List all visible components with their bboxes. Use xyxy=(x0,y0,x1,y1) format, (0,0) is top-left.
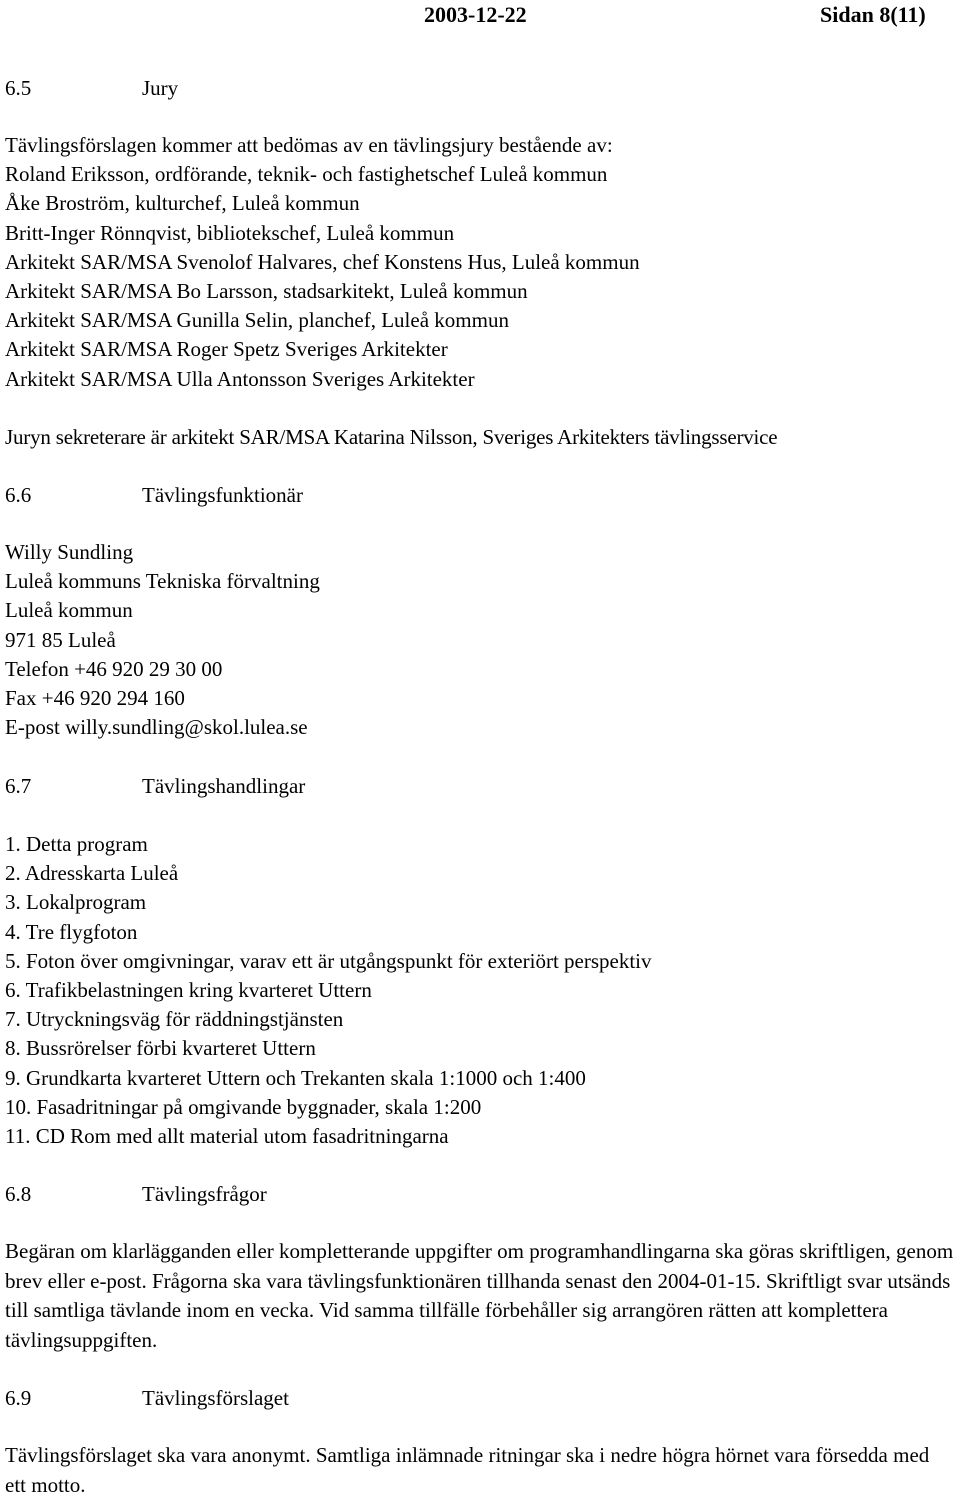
text-line: E-post willy.sundling@skol.lulea.se xyxy=(5,715,308,740)
header-date: 2003-12-22 xyxy=(424,2,527,27)
text-line: Arkitekt SAR/MSA Bo Larsson, stadsarkitekt, Luleå kommun xyxy=(5,278,528,303)
list-item: 2. Adresskarta Luleå xyxy=(5,861,179,886)
text-line: Åke Broström, kulturchef, Luleå kommun xyxy=(5,191,360,216)
list-item: 8. Bussrörelser förbi kvarteret Uttern xyxy=(5,1036,316,1061)
documents-list xyxy=(5,830,652,1151)
text-line: Luleå kommuns Tekniska förvaltning xyxy=(5,569,320,594)
section-number: 6.7 xyxy=(5,774,32,798)
section-heading-competition-questions xyxy=(5,1180,267,1208)
section-heading-competition-official xyxy=(5,481,303,509)
section-number: 6.5 xyxy=(5,76,32,100)
list-item: 10. Fasadritningar på omgivande byggnader, skala 1:200 xyxy=(5,1094,482,1119)
text-line: Roland Eriksson, ordförande, teknik- och fastighetschef Luleå kommun xyxy=(5,162,608,187)
section-title: Tävlingsfrågor xyxy=(142,1182,267,1206)
text-line: Britt-Inger Rönnqvist, bibliotekschef, Luleå kommun xyxy=(5,220,455,245)
text-line: Willy Sundling xyxy=(5,540,134,564)
text-line: 971 85 Luleå xyxy=(5,627,116,652)
list-item: 3. Lokalprogram xyxy=(5,890,147,915)
text-line: Arkitekt SAR/MSA Svenolof Halvares, chef Konstens Hus, Luleå kommun xyxy=(5,249,640,274)
section-title: Tävlingshandlingar xyxy=(142,774,306,798)
questions-paragraph: Begäran om klarlägganden eller kompletterande uppgifter om programhandlingarna ska göras skriftligen, genom brev eller e-post. Frågorna ska vara tävlingsfunktionären tillhanda senast den 2004-01-15. Skriftligt svar utsänds till samtliga tävlande inom en vecka. Vid samma tillfälle förbehåller sig arrangören rätten att komplettera tävlingsuppgiften. xyxy=(5,1239,954,1352)
section-number: 6.6 xyxy=(5,483,32,507)
official-contact xyxy=(5,538,320,742)
section-heading-competition-documents xyxy=(5,772,305,800)
list-item: 6. Trafikbelastningen kring kvarteret Uttern xyxy=(5,977,372,1002)
text-line: Telefon +46 920 29 30 00 xyxy=(5,656,223,681)
section-number: 6.8 xyxy=(5,1182,32,1206)
jury-list xyxy=(5,131,640,394)
section-title: Tävlingsförslaget xyxy=(142,1386,289,1410)
list-item: 7. Utryckningsväg för räddningstjänsten xyxy=(5,1007,344,1032)
jury-secretary: Juryn sekreterare är arkitekt SAR/MSA Katarina Nilsson, Sveriges Arkitekters tävlingsservice xyxy=(5,425,778,449)
text-line: Fax +46 920 294 160 xyxy=(5,685,185,710)
text-line: Arkitekt SAR/MSA Gunilla Selin, planchef, Luleå kommun xyxy=(5,308,509,333)
list-item: 1. Detta program xyxy=(5,832,148,856)
list-item: 9. Grundkarta kvarteret Uttern och Trekanten skala 1:1000 och 1:400 xyxy=(5,1065,586,1090)
text-line: Luleå kommun xyxy=(5,598,133,623)
list-item: 11. CD Rom med allt material utom fasadritningarna xyxy=(5,1123,449,1148)
section-title: Jury xyxy=(142,76,179,100)
section-title: Tävlingsfunktionär xyxy=(142,483,303,507)
section-heading-jury xyxy=(5,74,178,102)
list-item: 4. Tre flygfoton xyxy=(5,919,138,944)
proposal-paragraph: Tävlingsförslaget ska vara anonymt. Samtliga inlämnade ritningar ska i nedre högra hörnet vara försedda med ett motto. xyxy=(5,1443,930,1497)
text-line: Arkitekt SAR/MSA Roger Spetz Sveriges Arkitekter xyxy=(5,337,448,362)
section-heading-competition-proposal xyxy=(5,1384,289,1412)
header-page-number: Sidan 8(11) xyxy=(820,2,926,27)
text-line: Tävlingsförslagen kommer att bedömas av en tävlingsjury bestående av: xyxy=(5,133,613,157)
list-item: 5. Foton över omgivningar, varav ett är utgångspunkt för exteriört perspektiv xyxy=(5,948,652,973)
text-line: Arkitekt SAR/MSA Ulla Antonsson Sveriges Arkitekter xyxy=(5,366,475,391)
section-number: 6.9 xyxy=(5,1386,32,1410)
